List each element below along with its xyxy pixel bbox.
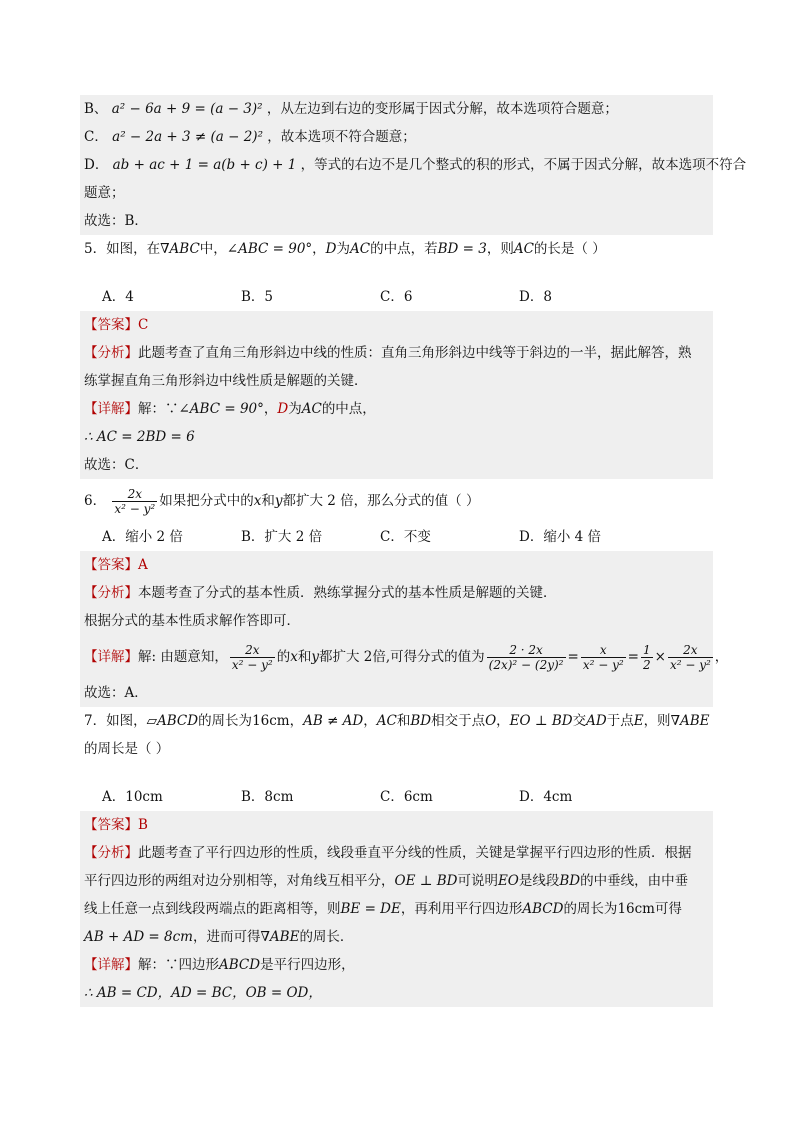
q6-option-d: D．缩小 4 倍 (519, 529, 601, 545)
option-b-text: ，从左边到右边的变形属于因式分解，故本选项符合题意； (266, 101, 618, 117)
q6-option-a: A．缩小 2 倍 (102, 529, 183, 545)
q5-detail-1: 【详解】解：∵∠ABC = 90°，D为AC的中点， (84, 401, 376, 417)
q7-answer: 【答案】B (84, 817, 148, 833)
q7-stem-1: 7．如图，▱ABCD的周长为16cm，AB ≠ AD，AC和BD相交于点O，EO ⊥ BD交AD于点E，则∇ABE (84, 713, 710, 729)
option-b-line (80, 95, 713, 123)
q5-choose: 故选：C． (84, 457, 149, 473)
option-d-text: ，等式的右边不是几个整式的积的形式，不属于因式分解，故本选项不符合 (300, 157, 747, 173)
q6-analysis-1: 【分析】本题考查了分式的基本性质．熟练掌握分式的基本性质是解题的关键． (84, 585, 557, 601)
q6-options (80, 523, 713, 551)
option-c-text: ，故本选项不符合题意； (267, 129, 416, 145)
option-d-line (80, 151, 747, 179)
q5-analysis-1: 【分析】此题考查了直角三角形斜边中线的性质：直角三角形斜边中线等于斜边的一半，据此解答，熟 (84, 345, 692, 361)
option-c-label: C． (84, 129, 108, 145)
q7-option-b: B．8cm (241, 789, 294, 805)
q7-option-a: A．10cm (102, 789, 163, 805)
q6-answer: 【答案】A (84, 557, 148, 573)
option-b-math: a² − 6a + 9 = (a − 3)² (111, 101, 263, 117)
q5-option-a: A．4 (102, 289, 134, 305)
q7-analysis-3: 线上任意一点到线段两端点的距离相等，则BE = DE，再利用平行四边形ABCD的周长为16cm可得 (84, 901, 682, 917)
q7-analysis-2: 平行四边形的两组对边分别相等，对角线互相平分，OE ⊥ BD可说明EO是线段BD的中垂线，由中垂 (84, 873, 689, 889)
q7-options (80, 783, 713, 811)
q6-choose: 故选：A． (84, 685, 148, 701)
q6-stem: 6． $\frac{2x}{\text{x² − y²}}$ 如果把分式中的x和y都扩大 2 倍，那么分式的值（ ） (84, 487, 480, 516)
option-d-label: D． (84, 157, 109, 173)
prev-choose: 故选：B． (84, 213, 148, 229)
q7-solution-block (80, 811, 713, 1007)
q7-analysis-4: AB + AD = 8cm，进而可得∇ABE的周长． (84, 929, 354, 945)
option-d-math: ab + ac + 1 = a(b + c) + 1 (112, 157, 297, 173)
option-d-line-2: 题意； (84, 185, 125, 201)
q5-option-b: B．5 (241, 289, 274, 305)
q5-option-c: C．6 (380, 289, 413, 305)
q6-option-c: C．不变 (380, 529, 431, 545)
q5-options (80, 283, 713, 311)
q5-stem: 5．如图，在∇ABC中，∠ABC = 90°，D为AC的中点，若BD = 3，则AC的长是（ ） (84, 241, 606, 257)
q7-option-d: D．4cm (519, 789, 573, 805)
q6-fraction: $\frac{2x}{\text{x² − y²}}$ (114, 487, 156, 516)
option-b-label: B、 (84, 101, 108, 117)
document-page (80, 95, 747, 1007)
q7-detail-2: ∴ AB = CD，AD = BC，OB = OD， (84, 985, 322, 1001)
q7-stem-2: 的周长是（ ） (84, 741, 170, 757)
q6-solution-block (80, 551, 729, 707)
q7-detail-1: 【详解】解：∵四边形ABCD是平行四边形， (84, 957, 355, 973)
q6-option-b: B．扩大 2 倍 (241, 529, 323, 545)
q5-solution-block (80, 311, 713, 479)
q7-analysis-1: 【分析】此题考查了平行四边形的性质，线段垂直平分线的性质，关键是掌握平行四边形的性质．根据 (84, 845, 692, 861)
q5-detail-2: ∴ AC = 2BD = 6 (84, 429, 195, 445)
q5-option-d: D．8 (519, 289, 552, 305)
q7-option-c: C．6cm (380, 789, 433, 805)
q6-analysis-2: 根据分式的基本性质求解作答即可． (84, 613, 300, 629)
q5-analysis-2: 练掌握直角三角形斜边中线性质是解题的关键． (84, 373, 368, 389)
option-c-math: a² − 2a + 3 ≠ (a − 2)² (112, 129, 263, 145)
option-c-line (80, 123, 713, 151)
q6-detail: 【详解】解: 由题意知， $\frac{2x}{\text{x² − y²}}$ 的x和y都扩大 2倍,可得分式的值为 $\frac{2 \cdot 2x}{\text{(2x)² − (2y)²}}$ = $\frac{x}{\text{x² − y²}}$ = $\frac{1}{2}$ × $\frac{2x}{\text{x² − y²}}$ ， (84, 643, 729, 672)
q5-answer: 【答案】C (84, 317, 149, 333)
prev-solution-block (80, 95, 747, 235)
